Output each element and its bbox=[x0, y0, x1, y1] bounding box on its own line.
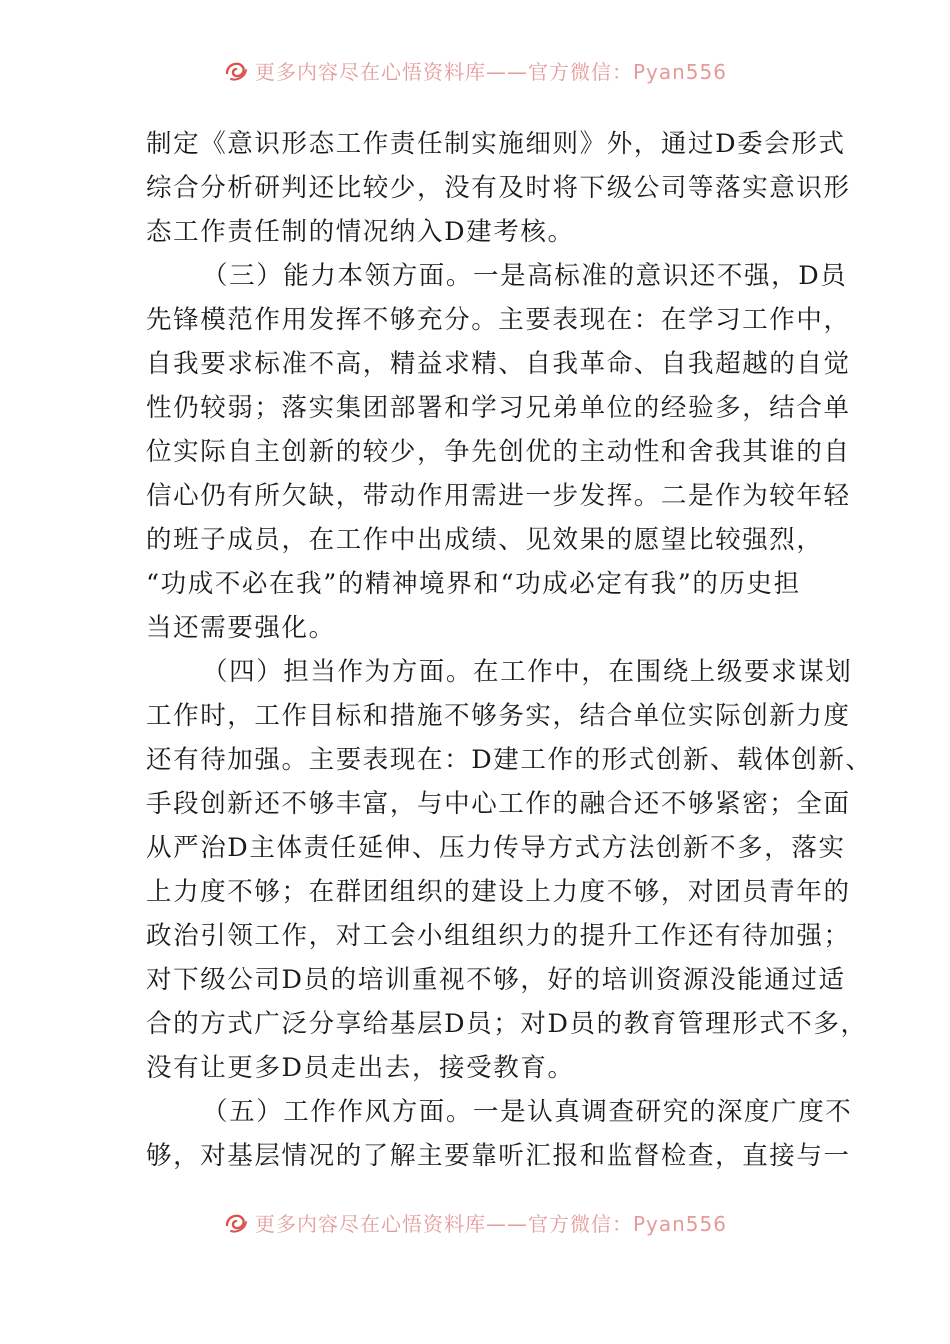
body-text-line: 对下级公司D员的培训重视不够，好的培训资源没能通过适 bbox=[146, 965, 846, 995]
body-text-line: 制定《意识形态工作责任制实施细则》外，通过D委会形式 bbox=[146, 129, 846, 159]
body-text-line: （三）能力本领方面。一是高标准的意识还不强，D员 bbox=[202, 261, 848, 291]
body-text-line: 态工作责任制的情况纳入D建考核。 bbox=[146, 217, 575, 247]
body-text-line: 合的方式广泛分享给基层D员；对D员的教育管理形式不多， bbox=[146, 1009, 868, 1039]
document-body bbox=[146, 122, 873, 1178]
body-text-line: （五）工作作风方面。一是认真调查研究的深度广度不 bbox=[202, 1097, 853, 1127]
swirl-logo-icon bbox=[223, 57, 249, 83]
body-text-line: 上力度不够；在群团组织的建设上力度不够，对团员青年的 bbox=[146, 877, 851, 907]
body-text-line: “功成不必在我”的精神境界和“功成必定有我”的历史担 bbox=[146, 569, 801, 599]
header-watermark bbox=[0, 50, 950, 90]
body-text-line: 的班子成员，在工作中出成绩、见效果的愿望比较强烈， bbox=[146, 525, 824, 555]
body-text-line: 政治引领工作，对工会小组组织力的提升工作还有待加强； bbox=[146, 921, 851, 951]
body-text-line: 工作时，工作目标和措施不够务实，结合单位实际创新力度 bbox=[146, 701, 851, 731]
body-text-line: 先锋模范作用发挥不够充分。主要表现在：在学习工作中， bbox=[146, 305, 851, 335]
body-text-line: 从严治D主体责任延伸、压力传导方式方法创新不多，落实 bbox=[146, 833, 846, 863]
body-text-line: 还有待加强。主要表现在：D建工作的形式创新、载体创新、 bbox=[146, 745, 873, 775]
body-text-line: （四）担当作为方面。在工作中，在围绕上级要求谋划 bbox=[202, 657, 853, 687]
body-text-line: 信心仍有所欠缺，带动作用需进一步发挥。二是作为较年轻 bbox=[146, 481, 851, 511]
swirl-logo-icon bbox=[223, 1209, 249, 1235]
body-text-line: 自我要求标准不高，精益求精、自我革命、自我超越的自觉 bbox=[146, 349, 851, 379]
body-text-line: 性仍较弱；落实集团部署和学习兄弟单位的经验多，结合单 bbox=[146, 393, 851, 423]
watermark-text: 更多内容尽在心悟资料库——官方微信：Pyan556 bbox=[254, 1211, 727, 1236]
body-text-line: 够，对基层情况的了解主要靠听汇报和监督检查，直接与一 bbox=[146, 1141, 851, 1171]
watermark-text: 更多内容尽在心悟资料库——官方微信：Pyan556 bbox=[254, 59, 727, 84]
body-text-line: 位实际自主创新的较少，争先创优的主动性和舍我其谁的自 bbox=[146, 437, 851, 467]
body-text-line: 当还需要强化。 bbox=[146, 613, 336, 643]
body-text-line: 没有让更多D员走出去，接受教育。 bbox=[146, 1053, 575, 1083]
body-text-line: 综合分析研判还比较少，没有及时将下级公司等落实意识形 bbox=[146, 173, 851, 203]
footer-watermark bbox=[0, 1202, 950, 1242]
body-text-line: 手段创新还不够丰富，与中心工作的融合还不够紧密；全面 bbox=[146, 789, 851, 819]
